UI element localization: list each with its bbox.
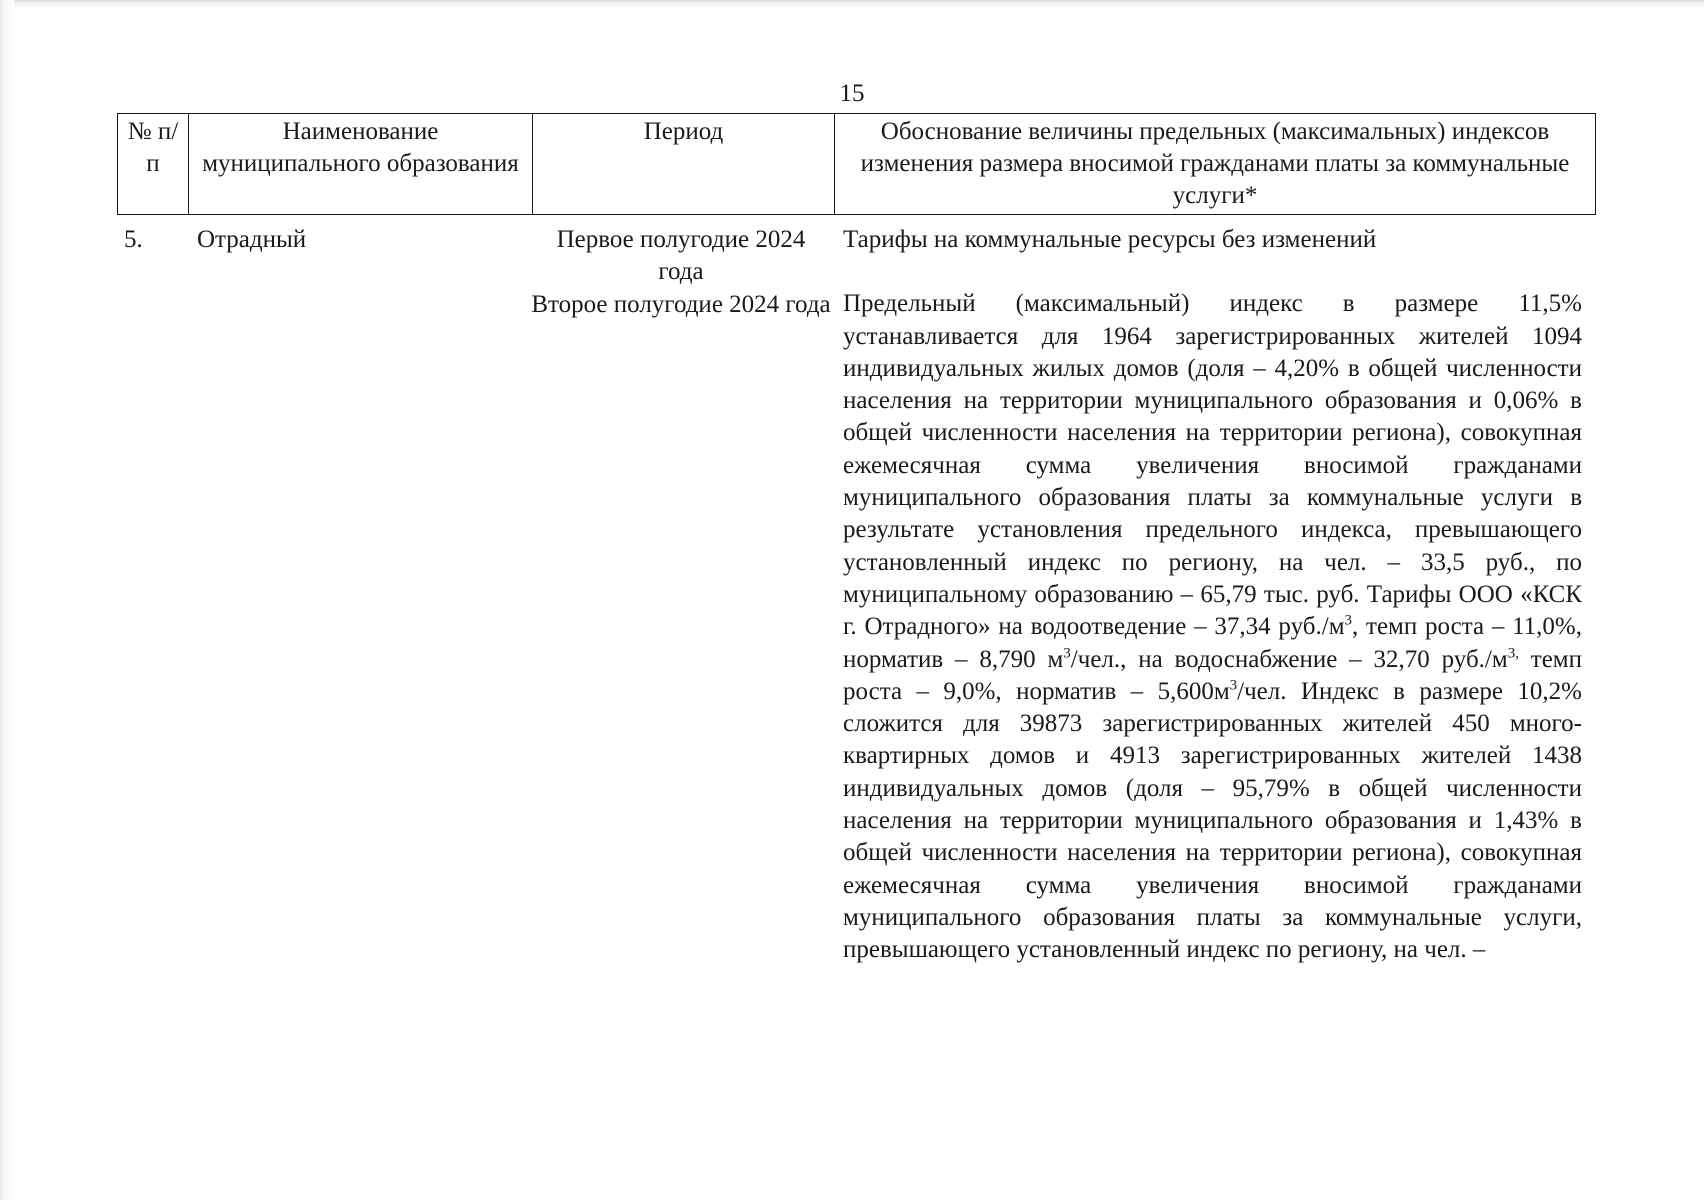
- justification-text-part1: Предельный (максимальный) индекс в размере 11,5% устанавливается для 1964 зарегистрированных жителей 1094 индивидуальных жилых домов (доля – 4,20% в общей численности населения на территории муниципального образования и 0,06% в общей численности населения на территории региона), совокупная ежемесячная сумма увеличения вносимой гражданами муниципального образования платы за коммунальные услуги в результате установления предельного индекса, превышающего установленный индекс по региону, на чел. – 33,5 руб., по муниципальному образованию – 65,79 тыс. руб. Тарифы ООО «КСК г. Отрадного» на водоотведение – 37,34 руб./м: [843, 290, 1582, 641]
- header-cell-municipality: Наименование муниципального образования: [189, 114, 533, 215]
- period-second-half: Второе полугодие 2024 года: [531, 290, 831, 318]
- table-header-row: [118, 114, 1596, 215]
- page-number: 15: [839, 80, 865, 107]
- header-cell-period: Период: [533, 114, 835, 215]
- justification-first-half: Тарифы на коммунальные ресурсы без изменений: [843, 226, 1377, 253]
- municipality-name: Отрадный: [197, 226, 307, 253]
- justification-text-part2: , темп роста – 11,0%, норматив – 8,790 м: [843, 613, 1582, 673]
- justification-text-part5: /чел. Индекс в размере 10,2% сложится для 39873 зарегистрированных жителей 450 много-квартирных домов и 4913 зарегистрированных жителей 1438 индивидуальных домов (доля – 95,79% в общей численности населения на территории муниципального образования и 1,43% в общей численности населения на территории региона), совокупная ежемесячная сумма увеличения вносимой гражданами муниципального образования платы за коммунальные услуги, превышающего установленный индекс по региону, на чел. –: [843, 677, 1582, 964]
- period-cell: [531, 224, 831, 321]
- superscript-cubic-4: 3: [1229, 677, 1238, 694]
- header-cell-number: № п/п: [118, 114, 189, 215]
- scan-edge-left: [0, 0, 14, 1200]
- superscript-cubic-2: 3: [1063, 645, 1071, 662]
- row-number: 5.: [124, 226, 143, 253]
- superscript-cubic-1: 3: [1344, 612, 1353, 629]
- scan-edge-top: [0, 0, 1704, 14]
- header-cell-justification: Обоснование величины предельных (максимальных) индексов изменения размера вносимой гражданами платы за коммунальные услуги*: [835, 114, 1596, 215]
- superscript-cubic-3: 3,: [1507, 645, 1519, 662]
- justification-text-part3: /чел., на водоснабжение – 32,70 руб./м: [1070, 645, 1508, 673]
- justification-cell: [843, 224, 1582, 967]
- justification-text-part4: темп роста – 9,0%, норматив – 5,600м: [843, 645, 1582, 705]
- justification-second-half: [843, 288, 1582, 966]
- table-header: [117, 113, 1596, 215]
- period-first-half: Первое полугодие 2024 года: [556, 226, 806, 286]
